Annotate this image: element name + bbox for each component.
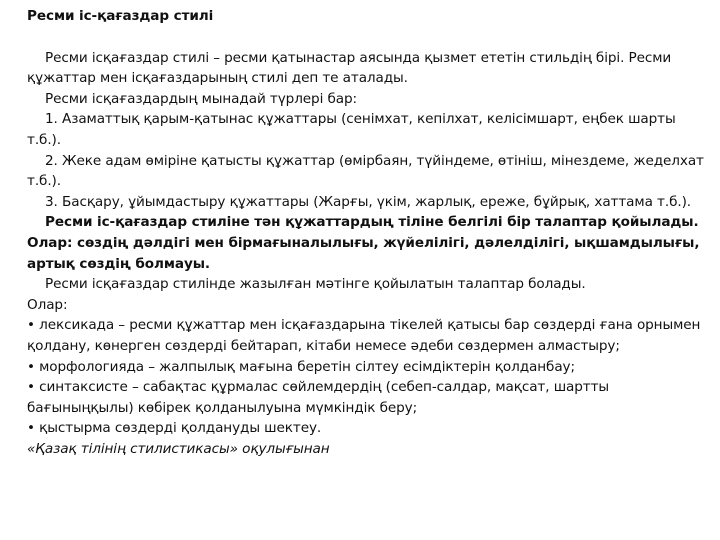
olar-label: Олар: [27, 296, 68, 313]
bullet-syntax: • синтаксисте – сабақтас құрмалас сөйлемдердің (себеп-салдар, мақсат, шартты бағыныңқылы) көбірек қолданылуына мүмкіндік беру; [27, 379, 610, 416]
spacer [27, 27, 707, 48]
bullet-lexicon: • лексикада – ресми құжаттар мен ісқағаздарына тікелей қатысы бар сөздерді ғана орнымен қолдану, көнерген сөздерді бейтарап, кітаби немесе әдеби сөздермен алмастыру; [27, 317, 701, 354]
bold-statement: Ресми іс-қағаздар стиліне тән құжаттардың тіліне белгілі бір талаптар қойылады. Олар: сөздің дәлдігі мен бірмағыналылығы, жүйелілігі, дәлелділігі, ықшамдылығы, артық сөздің болмауы. [27, 214, 700, 272]
paragraph-types-intro: Ресми ісқағаздардың мынадай түрлері бар: [45, 90, 357, 107]
paragraph-type-3: 3. Басқару, ұйымдастыру құжаттары (Жарғы, үкім, жарлық, ереже, бұйрық, хаттама т.б.). [45, 193, 691, 210]
bullet-parenthetical: • қыстырма сөздерді қолдануды шектеу. [27, 420, 322, 437]
document-title: Ресми іс-қағаздар стилі [27, 8, 214, 24]
bullet-morphology: • морфологияда – жалпылық мағына беретін сілтеу есімдіктерін қолданбау; [27, 358, 575, 375]
paragraph-definition: Ресми ісқағаздар стилі – ресми қатынастар аясында қызмет ететін стильдің бірі. Ресми құжаттар мен ісқағаздарының стилі деп те аталады. [27, 49, 672, 87]
requirements-intro: Ресми ісқағаздар стилінде жазылған мәтінге қойылатын талаптар болады. [45, 276, 586, 293]
paragraph-type-1: 1. Азаматтық қарым-қатынас құжаттары (сенімхат, кепілхат, келісімшарт, еңбек шарты т.б.). [27, 111, 676, 148]
source-citation: «Қазақ тілінің стилистикасы» оқулығынан [27, 440, 330, 457]
document-body [27, 6, 707, 459]
paragraph-type-2: 2. Жеке адам өміріне қатысты құжаттар (өмірбаян, түйіндеме, өтініш, мінездеме, жеделхат т.б.). [27, 152, 704, 190]
